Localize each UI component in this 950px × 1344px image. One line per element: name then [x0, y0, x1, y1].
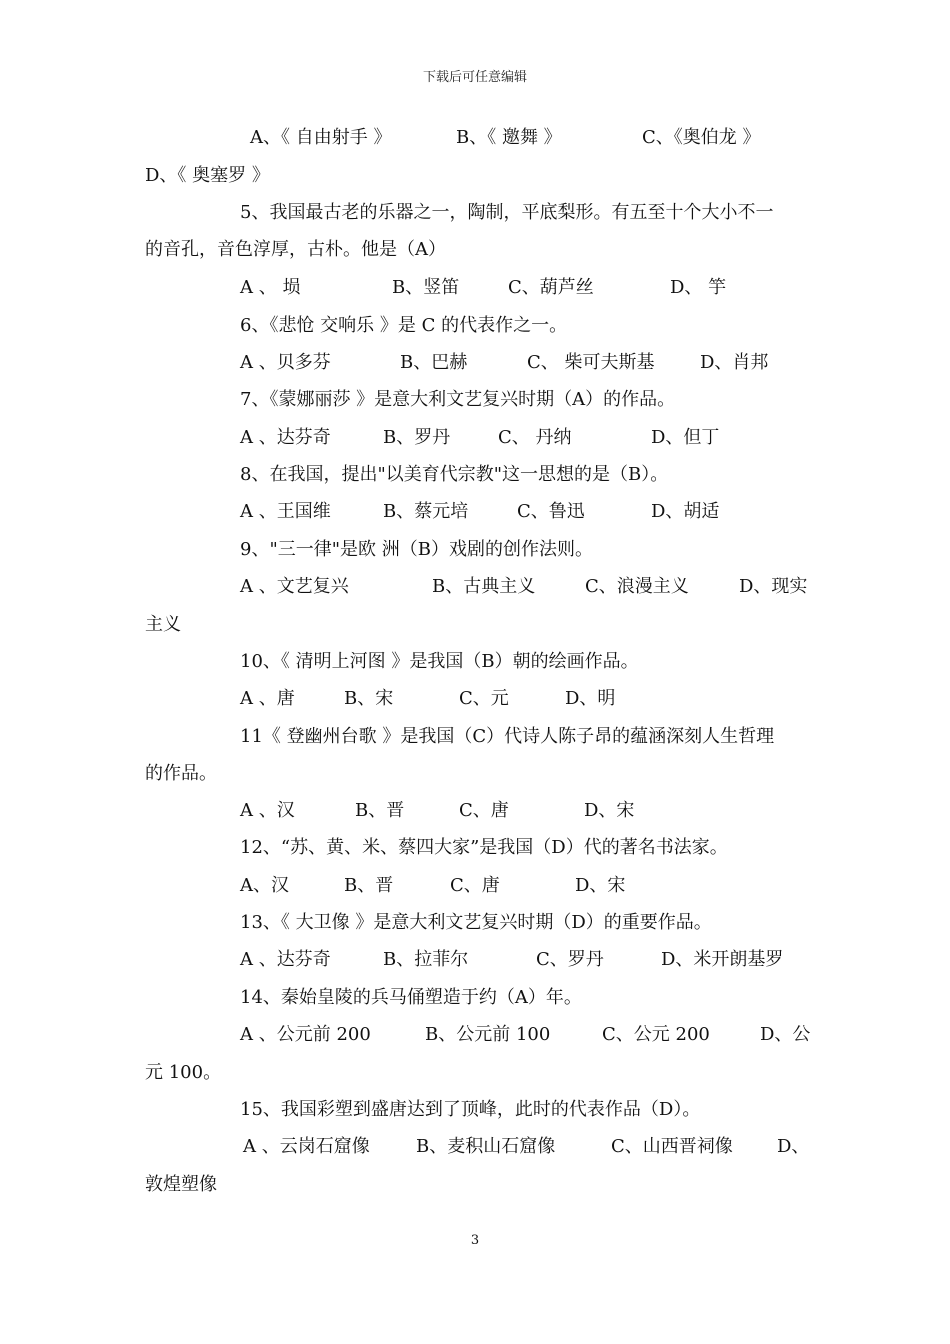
- option-c: C、罗丹: [536, 949, 604, 970]
- option-d: D、公: [760, 1024, 811, 1045]
- option-b: B、罗丹: [383, 427, 451, 448]
- question-10: 10、《 清明上河图 》是我国（B）朝的绘画作品。: [240, 651, 639, 672]
- option-b: B、宋: [344, 688, 394, 709]
- option-d-q4: D、《 奥塞罗 》: [145, 165, 270, 186]
- option-a: A 、唐: [240, 688, 295, 709]
- option-c: C、浪漫主义: [585, 576, 689, 597]
- question-5: 5、我国最古老的乐器之一，陶制，平底梨形。有五至十个大小不一: [240, 202, 774, 223]
- option-d: D、胡适: [651, 501, 720, 522]
- question-13: 13、《 大卫像 》是意大利文艺复兴时期（D）的重要作品。: [240, 912, 712, 933]
- option-a: A 、王国维: [240, 501, 331, 522]
- option-c: C、山西晋祠像: [611, 1136, 733, 1157]
- option-c: C、公元 200: [602, 1024, 710, 1045]
- option-c: C、唐: [459, 800, 509, 821]
- option-d: D、: [777, 1136, 810, 1157]
- option-d: D、宋: [584, 800, 635, 821]
- option-a: A 、 埙: [240, 277, 301, 298]
- option-b: B、《 邀舞 》: [456, 127, 562, 148]
- option-c: C、葫芦丝: [508, 277, 594, 298]
- option-b: B、竖笛: [392, 277, 460, 298]
- question-7: 7、《蒙娜丽莎 》是意大利文艺复兴时期（A）的作品。: [240, 389, 676, 410]
- option-c: C、 丹纳: [498, 427, 572, 448]
- option-a: A、汉: [240, 875, 289, 896]
- page-header: 下载后可任意编辑: [422, 70, 527, 85]
- option-b: B、麦积山石窟像: [416, 1136, 556, 1157]
- option-c: C、 柴可夫斯基: [527, 352, 655, 373]
- option-a: A 、文艺复兴: [240, 576, 349, 597]
- question-15: 15、我国彩塑到盛唐达到了顶峰，此时的代表作品（D）。: [240, 1099, 701, 1120]
- option-a: A 、贝多芬: [240, 352, 331, 373]
- question-11: 11《 登幽州台歌 》是我国（C）代诗人陈子昂的蕴涵深刻人生哲理: [240, 726, 775, 747]
- question-12: 12、“苏、黄、米、蔡四大家”是我国（D）代的著名书法家。: [240, 837, 728, 858]
- option-d: D、现实: [739, 576, 808, 597]
- option-b: B、拉菲尔: [383, 949, 469, 970]
- option-b: B、古典主义: [432, 576, 536, 597]
- option-b: B、晋: [344, 875, 394, 896]
- option-a: A 、云岗石窟像: [243, 1136, 370, 1157]
- option-c: C、唐: [450, 875, 500, 896]
- option-d: D、米开朗基罗: [661, 949, 784, 970]
- question-9: 9、"三一律"是欧 洲（B）戏剧的创作法则。: [240, 539, 593, 560]
- option-b: B、巴赫: [400, 352, 468, 373]
- option-d: D、但丁: [651, 427, 720, 448]
- option-d-continued: 敦煌塑像: [145, 1174, 217, 1195]
- question-5-continued: 的音孔，音色淳厚，古朴。他是（A）: [145, 239, 446, 260]
- question-6: 6、《悲怆 交响乐 》是 C 的代表作之一。: [240, 315, 568, 336]
- option-c: C、元: [459, 688, 509, 709]
- option-b: B、晋: [355, 800, 405, 821]
- page-number: 3: [470, 1233, 480, 1248]
- option-a: A 、达芬奇: [240, 427, 331, 448]
- option-d: D、宋: [575, 875, 626, 896]
- question-14: 14、秦始皇陵的兵马俑塑造于约（A）年。: [240, 987, 582, 1008]
- option-a: A 、达芬奇: [240, 949, 331, 970]
- option-a: A 、汉: [240, 800, 295, 821]
- question-11-continued: 的作品。: [145, 763, 217, 784]
- option-c: C、《奥伯龙 》: [642, 127, 761, 148]
- option-d: D、明: [565, 688, 616, 709]
- option-a: A、《 自由射手 》: [250, 127, 392, 148]
- option-b: B、公元前 100: [425, 1024, 551, 1045]
- option-d-continued: 主义: [145, 614, 181, 635]
- question-8: 8、在我国，提出"以美育代宗教"这一思想的是（B）。: [240, 464, 669, 485]
- option-d: D、肖邦: [700, 352, 769, 373]
- option-d-continued: 元 100。: [145, 1062, 222, 1083]
- option-b: B、蔡元培: [383, 501, 469, 522]
- option-a: A 、公元前 200: [240, 1024, 371, 1045]
- option-c: C、鲁迅: [517, 501, 585, 522]
- option-d: D、 竽: [670, 277, 727, 298]
